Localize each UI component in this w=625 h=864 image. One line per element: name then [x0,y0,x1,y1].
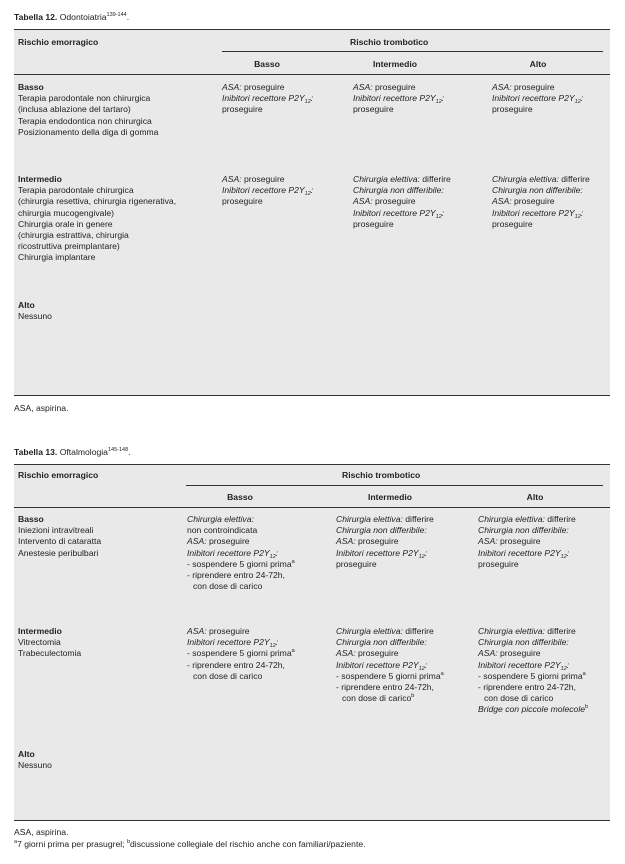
table13-header-bleeding: Rischio emorragico [18,470,99,480]
table12-row-low-col-mid: ASA: proseguire Inibitori recettore $P2Y_{12}$: proseguire [353,82,445,115]
table13-subheader-high: Alto [526,492,544,502]
table12-header-bottom-rule [14,74,610,75]
table12-row-low-col-low: ASA: proseguire Inibitori recettore $P2Y_{12}$: proseguire [222,82,314,115]
table13-subheader-low: Basso [227,492,253,502]
table13-row-high-bleeding: Alto Nessuno [18,749,52,771]
table13-caption: Tabella 13. Oftalmologia$^{145-148}$. [14,447,131,457]
table12-row-mid-col-low: ASA: proseguire Inibitori recettore $P2Y_{12}$: proseguire [222,174,314,207]
table13-row-low-col-high: Chirurgia elettiva: differire Chirurgia non differibile: ASA: proseguire Inibitori recettore $P2Y_{12}$: proseguire [478,514,576,569]
table12-row-mid-col-high: Chirurgia elettiva: differire Chirurgia non differibile: ASA: proseguire Inibitori recettore $P2Y_{12}$: proseguire [492,174,590,229]
table12-bottom-rule [14,395,610,396]
table13-footnote-asa: ASA, aspirina. [14,827,69,837]
table13-header-divider [186,485,603,486]
table13-footnote-ab: $^a$7 giorni prima per prasugrel; $^b$discussione collegiale del rischio anche con familiari/paziente. [14,839,366,849]
table13-row-mid-bleeding: Intermedio Vitrectomia Trabeculectomia [18,626,82,659]
table12-footnote: ASA, aspirina. [14,403,69,413]
table13-row-low-col-low: Chirurgia elettiva: non controindicata ASA: proseguire Inibitori recettore $P2Y_{12}$: - sospendere 5 giorni prima$^a$ - riprendere entro 24-72h, con dose di carico [187,514,295,592]
table13-top-rule [14,464,610,465]
table12-header-bleeding: Rischio emorragico [18,37,99,47]
table12-subheader-mid: Intermedio [373,59,417,69]
table13-bottom-rule [14,820,610,821]
table12-row-low-col-high: ASA: proseguire Inibitori recettore $P2Y_{12}$: proseguire [492,82,584,115]
table12-header-divider [222,51,603,52]
table12-row-mid-bleeding: Intermedio Terapia parodontale chirurgica (chirurgia resettiva, chirurgia rigenerativa, chirurgia mucogengivale) Chirurgia orale in genere (chirurgia estrattiva, chirurgia ricostruttiva preimplantare) Chirurgia implantare [18,174,177,263]
table12-top-rule [14,29,610,30]
table12-header-thrombotic: Rischio trombotico [350,37,429,47]
table13-row-low-bleeding: Basso Iniezioni intravitreali Intervento di cataratta Anestesie peribulbari [18,514,102,558]
table13-header-bottom-rule [14,507,610,508]
table12-row-low-bleeding: Basso Terapia parodontale non chirurgica (inclusa ablazione del tartaro) Terapia endodontica non chirurgica Posizionamento della diga di gomma [18,82,159,137]
table12-subheader-low: Basso [254,59,280,69]
table13-subheader-mid: Intermedio [368,492,412,502]
table13-row-low-col-mid: Chirurgia elettiva: differire Chirurgia non differibile: ASA: proseguire Inibitori recettore $P2Y_{12}$: proseguire [336,514,434,569]
table13-row-mid-col-low: ASA: proseguire Inibitori recettore $P2Y_{12}$: - sospendere 5 giorni prima$^a$ - riprendere entro 24-72h, con dose di carico [187,626,295,681]
table13-header-thrombotic: Rischio trombotico [342,470,421,480]
table12-subheader-high: Alto [529,59,547,69]
table13-row-mid-col-mid: Chirurgia elettiva: differire Chirurgia non differibile: ASA: proseguire Inibitori recettore $P2Y_{12}$: - sospendere 5 giorni prima$^a$ - riprendere entro 24-72h, con dose di carico$^b$ [336,626,444,704]
table13-row-mid-col-high: Chirurgia elettiva: differire Chirurgia non differibile: ASA: proseguire Inibitori recettore $P2Y_{12}$: - sospendere 5 giorni prima$^a$ - riprendere entro 24-72h, con dose di carico Bridge con piccole molecole$^b$ [478,626,589,715]
table12-caption: Tabella 12. Odontoiatria$^{139-144}$. [14,12,130,22]
table12-row-high-bleeding: Alto Nessuno [18,300,52,322]
table12-row-mid-col-mid: Chirurgia elettiva: differire Chirurgia non differibile: ASA: proseguire Inibitori recettore $P2Y_{12}$: proseguire [353,174,451,229]
